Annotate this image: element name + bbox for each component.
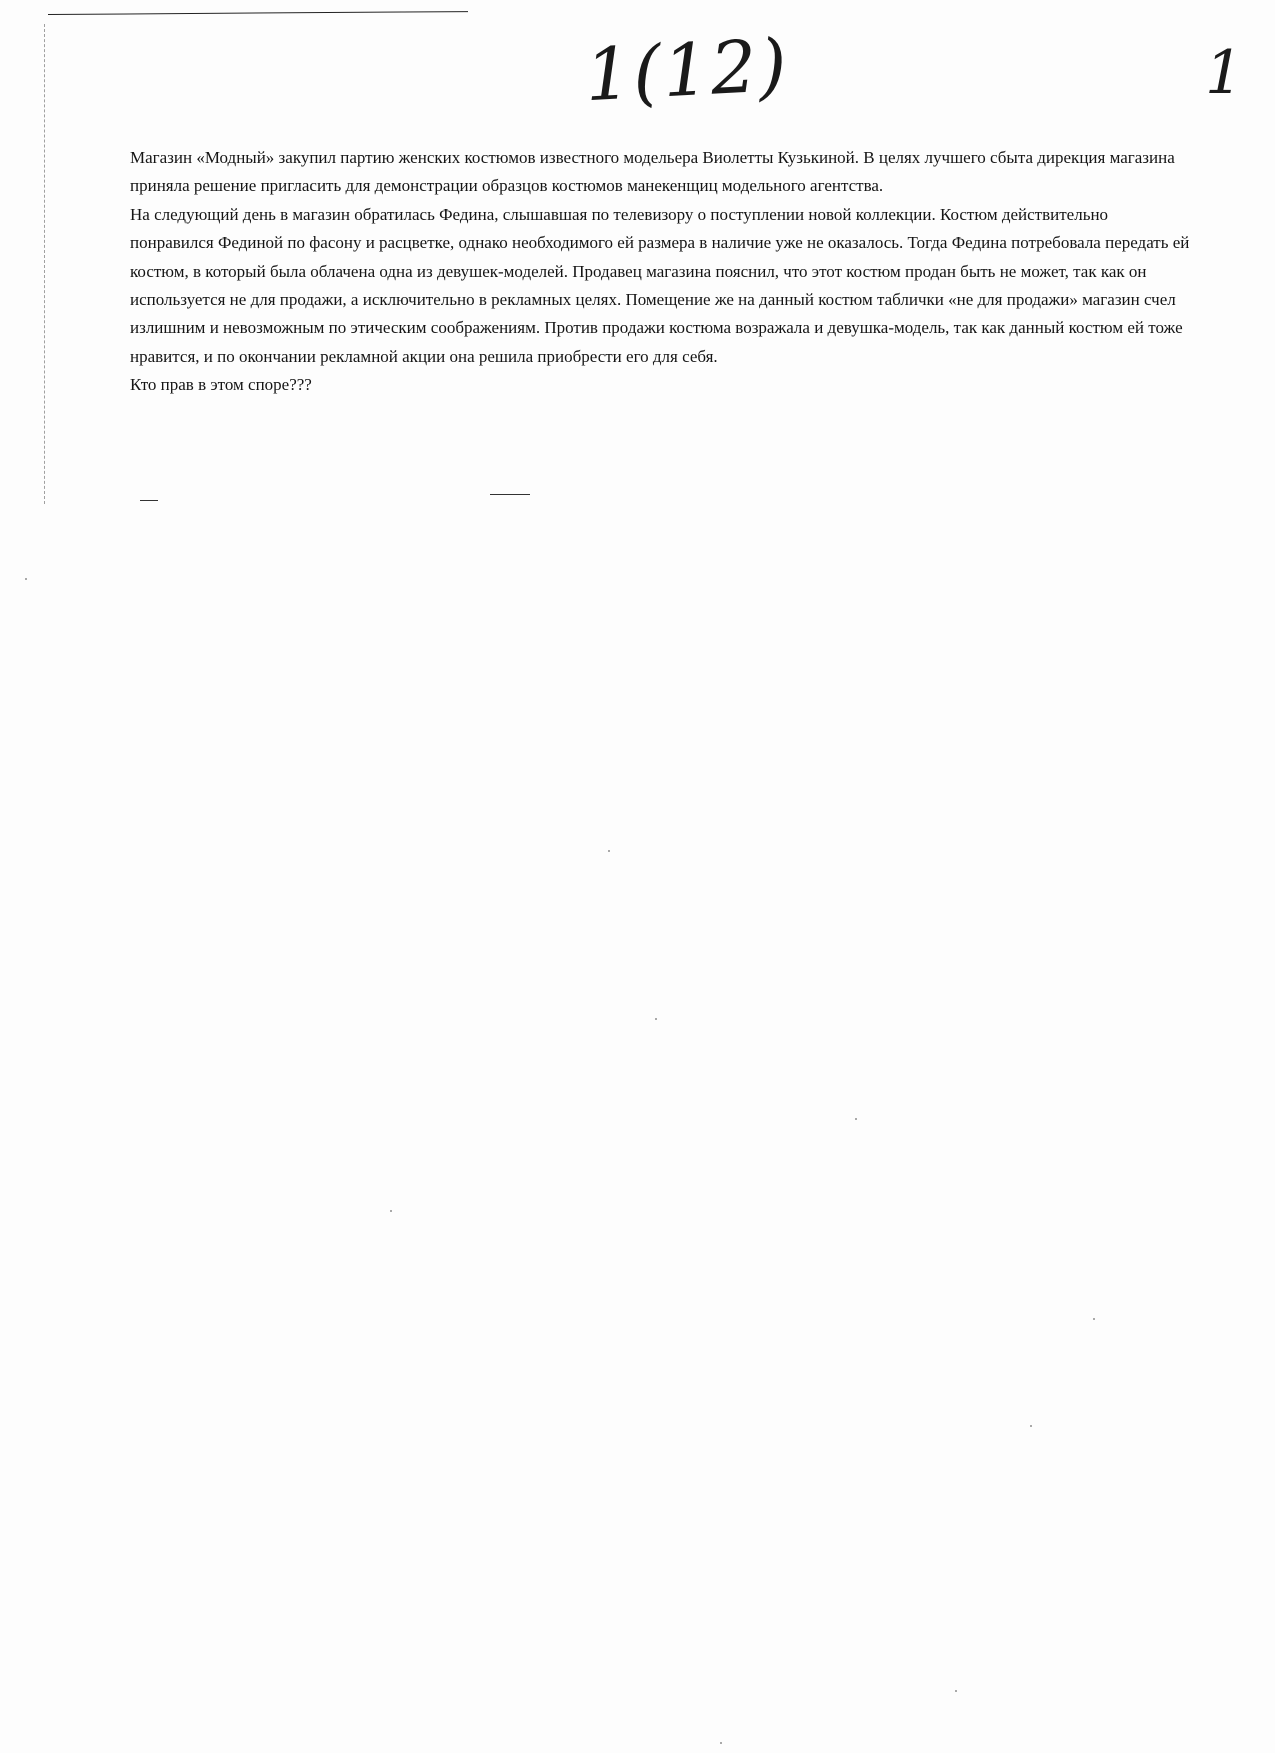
scan-speck: [25, 578, 27, 580]
scan-speck: [720, 1742, 722, 1744]
paragraph-question: Кто прав в этом споре???: [130, 375, 312, 395]
case-text: [130, 144, 1190, 400]
scan-speck: [1093, 1318, 1095, 1320]
scan-speck: [1030, 1425, 1032, 1427]
scan-speck: [855, 1118, 857, 1120]
handwritten-sheet-number: 1: [1205, 38, 1244, 108]
paragraph-intro: Магазин «Модный» закупил партию женских костюмов известного модельера Виолетты Кузькиной. В целях лучшего сбыта дирекция магазина приняла решение пригласить для демонстрации образцов костюмов манекенщиц модельного агентства.: [130, 148, 1175, 196]
scan-left-edge: [44, 24, 45, 504]
scan-edge-line: [48, 11, 468, 15]
paragraph-story: На следующий день в магазин обратилась Федина, слышавшая по телевизору о поступлении новой коллекции. Костюм действительно понравился Фединой по фасону и расцветке, однако необходимого ей размера в наличие уже не оказалось. Тогда Федина потребовала передать ей костюм, в который была облачена одна из девушек-моделей. Продавец магазина пояснил, что этот костюм продан быть не может, так как он используется не для продажи, а исключительно в рекламных целях. Помещение же на данный костюм таблички «не для продажи» магазин счел излишним и невозможным по этическим соображениям. Против продажи костюма возражала и девушка-модель, так как данный костюм ей тоже нравится, и по окончании рекламной акции она решила приобрести его для себя.: [130, 204, 1190, 366]
scan-speck: [390, 1210, 392, 1212]
scan-speck: [955, 1690, 957, 1692]
scan-speck: [608, 850, 610, 852]
scan-artifact-dash: [490, 494, 530, 495]
handwritten-page-number: 1(12): [582, 22, 791, 118]
scan-speck: [655, 1018, 657, 1020]
scan-artifact-dash: [140, 500, 158, 501]
